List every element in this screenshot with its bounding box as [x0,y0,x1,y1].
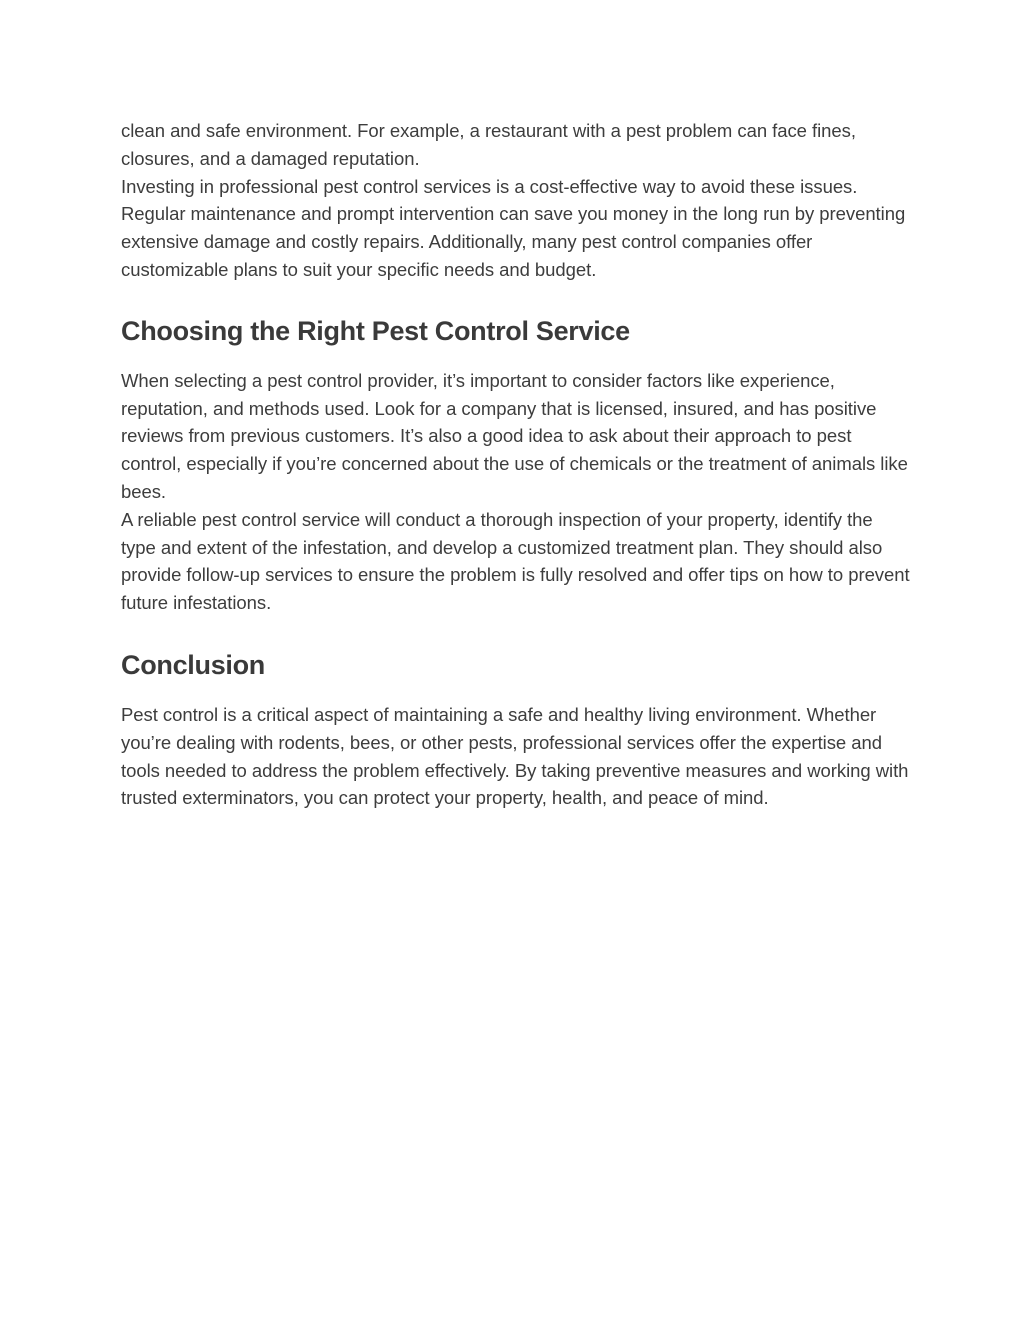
choosing-paragraph-2: A reliable pest control service will conduct a thorough inspection of your property, identify the type and extent of the infestation, and develop a customized treatment plan. They should also provide follow-up services to ensure the problem is fully resolved and offer tips on how to prevent future infestations. [121,508,910,614]
choosing-paragraph-1: When selecting a pest control provider, it’s important to consider factors like experience, reputation, and methods used. Look for a company that is licensed, insured, and has positive reviews from previous customers. It’s also a good idea to ask about their approach to pest control, especially if you’re concerned about the use of chemicals or the treatment of animals like bees. [121,369,908,502]
conclusion-paragraph: Pest control is a critical aspect of maintaining a safe and healthy living environment. Whether you’re dealing with rodents, bees, or other pests, professional services offer the expertise and tools needed to address the problem effectively. By taking preventive measures and working with trusted exterminators, you can protect your property, health, and peace of mind. [121,703,909,809]
section-heading-conclusion: Conclusion [121,649,265,680]
section-heading-choosing: Choosing the Right Pest Control Service [121,315,630,346]
intro-paragraph-1: clean and safe environment. For example, a restaurant with a pest problem can face fines, closures, and a damaged reputation. [121,120,856,169]
document-page [121,117,911,812]
intro-paragraph-2: Investing in professional pest control services is a cost-effective way to avoid these issues. Regular maintenance and prompt intervention can save you money in the long run by preventing extensive damage and costly repairs. Additionally, many pest control companies offer customizable plans to suit your specific needs and budget. [121,175,906,280]
